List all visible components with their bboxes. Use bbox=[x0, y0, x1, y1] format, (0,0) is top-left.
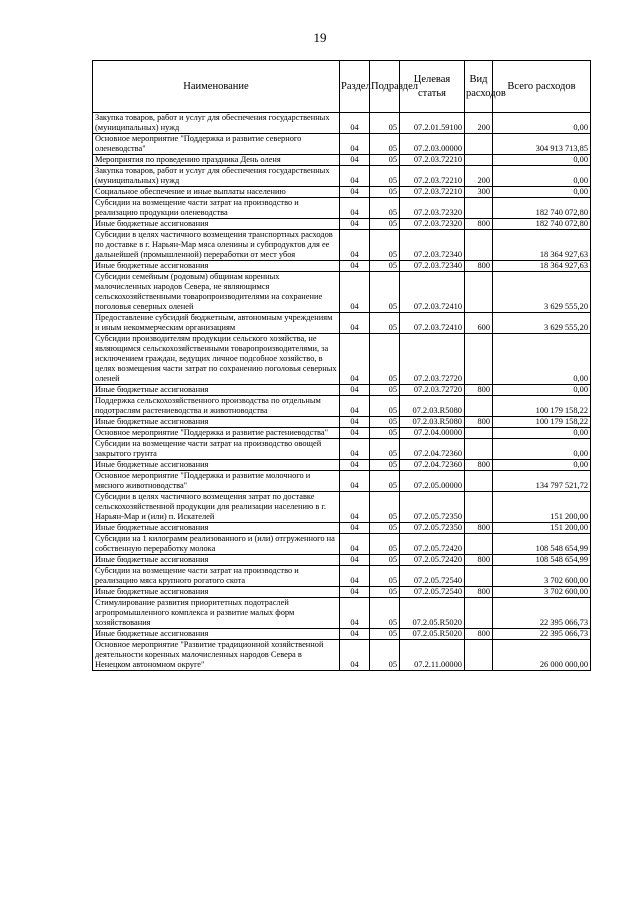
row-vid bbox=[465, 198, 493, 219]
row-vid: 600 bbox=[465, 313, 493, 334]
row-total: 108 548 654,99 bbox=[493, 555, 591, 566]
row-total: 100 179 158,22 bbox=[493, 396, 591, 417]
row-podrazdel: 05 bbox=[370, 155, 400, 166]
row-total: 304 913 713,85 bbox=[493, 134, 591, 155]
table-row bbox=[93, 640, 591, 671]
table-row bbox=[93, 313, 591, 334]
row-podrazdel: 05 bbox=[370, 534, 400, 555]
row-target: 07.2.03.72320 bbox=[400, 219, 465, 230]
row-razdel: 04 bbox=[340, 566, 370, 587]
row-podrazdel: 05 bbox=[370, 555, 400, 566]
row-name: Мероприятия по проведению праздника День оленя bbox=[93, 155, 340, 166]
row-total: 26 000 000,00 bbox=[493, 640, 591, 671]
row-total: 0,00 bbox=[493, 439, 591, 460]
row-podrazdel: 05 bbox=[370, 492, 400, 523]
row-total: 22 395 066,73 bbox=[493, 629, 591, 640]
row-razdel: 04 bbox=[340, 261, 370, 272]
row-total: 151 200,00 bbox=[493, 523, 591, 534]
table-row bbox=[93, 471, 591, 492]
row-target: 07.2.03.72410 bbox=[400, 272, 465, 313]
row-podrazdel: 05 bbox=[370, 166, 400, 187]
row-vid bbox=[465, 439, 493, 460]
header-podrazdel: Подраздел bbox=[370, 61, 400, 113]
row-target: 07.2.03.00000 bbox=[400, 134, 465, 155]
row-target: 07.2.03.72210 bbox=[400, 166, 465, 187]
table-row bbox=[93, 523, 591, 534]
row-target: 07.2.05.R5020 bbox=[400, 629, 465, 640]
row-name: Иные бюджетные ассигнования bbox=[93, 587, 340, 598]
row-name: Стимулирование развития приоритетных подотраслей агропромышленного комплекса и развитие малых форм хозяйствования bbox=[93, 598, 340, 629]
row-name: Основное мероприятие "Поддержка и развитие северного оленеводства" bbox=[93, 134, 340, 155]
row-vid bbox=[465, 334, 493, 385]
row-target: 07.2.04.00000 bbox=[400, 428, 465, 439]
table-row bbox=[93, 587, 591, 598]
row-total: 0,00 bbox=[493, 460, 591, 471]
row-podrazdel: 05 bbox=[370, 334, 400, 385]
row-target: 07.2.05.72350 bbox=[400, 492, 465, 523]
row-total: 0,00 bbox=[493, 187, 591, 198]
row-target: 07.2.03.R5080 bbox=[400, 396, 465, 417]
row-podrazdel: 05 bbox=[370, 219, 400, 230]
table-row bbox=[93, 219, 591, 230]
row-vid bbox=[465, 534, 493, 555]
row-name: Субсидии производителям продукции сельского хозяйства, не являющимся сельскохозяйственными товаропроизводителями, за исключением граждан, ведущих личное подсобное хозяйство, в целях возмещения части затрат по сохранению поголовья северных оленей bbox=[93, 334, 340, 385]
budget-table bbox=[92, 60, 591, 671]
row-vid: 800 bbox=[465, 629, 493, 640]
row-name: Поддержка сельскохозяйственного производства по отдельным подотраслям растениеводства и животноводства bbox=[93, 396, 340, 417]
row-name: Основное мероприятие "Развитие традиционной хозяйственной деятельности коренных малочисленных народов Севера в Ненецком автономном округе" bbox=[93, 640, 340, 671]
table-row bbox=[93, 198, 591, 219]
row-target: 07.2.05.00000 bbox=[400, 471, 465, 492]
row-podrazdel: 05 bbox=[370, 587, 400, 598]
table-row bbox=[93, 166, 591, 187]
row-vid bbox=[465, 155, 493, 166]
row-razdel: 04 bbox=[340, 439, 370, 460]
row-total: 151 200,00 bbox=[493, 492, 591, 523]
row-podrazdel: 05 bbox=[370, 187, 400, 198]
row-total: 100 179 158,22 bbox=[493, 417, 591, 428]
row-target: 07.2.03.72720 bbox=[400, 334, 465, 385]
row-vid: 800 bbox=[465, 523, 493, 534]
row-vid bbox=[465, 471, 493, 492]
row-total: 108 548 654,99 bbox=[493, 534, 591, 555]
row-razdel: 04 bbox=[340, 587, 370, 598]
row-total: 3 629 555,20 bbox=[493, 313, 591, 334]
row-name: Социальное обеспечение и иные выплаты населению bbox=[93, 187, 340, 198]
row-name: Иные бюджетные ассигнования bbox=[93, 385, 340, 396]
row-target: 07.2.01.59100 bbox=[400, 113, 465, 134]
row-total: 0,00 bbox=[493, 428, 591, 439]
row-vid: 800 bbox=[465, 460, 493, 471]
table-row bbox=[93, 261, 591, 272]
row-razdel: 04 bbox=[340, 334, 370, 385]
row-name: Закупка товаров, работ и услуг для обеспечения государственных (муниципальных) нужд bbox=[93, 166, 340, 187]
row-razdel: 04 bbox=[340, 155, 370, 166]
row-razdel: 04 bbox=[340, 471, 370, 492]
table-row bbox=[93, 187, 591, 198]
row-razdel: 04 bbox=[340, 523, 370, 534]
row-vid: 200 bbox=[465, 166, 493, 187]
header-vid: Вид расходов bbox=[465, 61, 493, 113]
page-number: 19 bbox=[313, 30, 327, 45]
row-vid bbox=[465, 566, 493, 587]
row-razdel: 04 bbox=[340, 198, 370, 219]
row-razdel: 04 bbox=[340, 313, 370, 334]
row-razdel: 04 bbox=[340, 555, 370, 566]
row-podrazdel: 05 bbox=[370, 417, 400, 428]
row-target: 07.2.03.72340 bbox=[400, 261, 465, 272]
row-razdel: 04 bbox=[340, 230, 370, 261]
row-podrazdel: 05 bbox=[370, 313, 400, 334]
row-target: 07.2.05.72540 bbox=[400, 587, 465, 598]
table-row bbox=[93, 629, 591, 640]
row-razdel: 04 bbox=[340, 272, 370, 313]
row-name: Иные бюджетные ассигнования bbox=[93, 555, 340, 566]
table-row bbox=[93, 230, 591, 261]
table-row bbox=[93, 272, 591, 313]
table-row bbox=[93, 428, 591, 439]
row-podrazdel: 05 bbox=[370, 396, 400, 417]
row-name: Субсидии в целях частичного возмещения транспортных расходов по доставке в г. Нарьян-Мар мяса оленины и субпродуктов для ее дальнейшей (промышленной) переработки от мест убоя bbox=[93, 230, 340, 261]
row-total: 18 364 927,63 bbox=[493, 261, 591, 272]
row-podrazdel: 05 bbox=[370, 134, 400, 155]
table-row bbox=[93, 334, 591, 385]
row-total: 0,00 bbox=[493, 155, 591, 166]
row-target: 07.2.05.R5020 bbox=[400, 598, 465, 629]
row-total: 0,00 bbox=[493, 385, 591, 396]
table-row bbox=[93, 555, 591, 566]
row-podrazdel: 05 bbox=[370, 198, 400, 219]
row-podrazdel: 05 bbox=[370, 566, 400, 587]
row-vid bbox=[465, 134, 493, 155]
row-target: 07.2.03.72210 bbox=[400, 155, 465, 166]
row-total: 0,00 bbox=[493, 166, 591, 187]
row-razdel: 04 bbox=[340, 385, 370, 396]
row-name: Иные бюджетные ассигнования bbox=[93, 460, 340, 471]
row-total: 3 702 600,00 bbox=[493, 587, 591, 598]
row-razdel: 04 bbox=[340, 598, 370, 629]
row-razdel: 04 bbox=[340, 629, 370, 640]
row-name: Иные бюджетные ассигнования bbox=[93, 523, 340, 534]
row-name: Основное мероприятие "Поддержка и развитие растениеводства" bbox=[93, 428, 340, 439]
row-name: Основное мероприятие "Поддержка и развитие молочного и мясного животноводства" bbox=[93, 471, 340, 492]
row-podrazdel: 05 bbox=[370, 439, 400, 460]
row-total: 0,00 bbox=[493, 334, 591, 385]
row-razdel: 04 bbox=[340, 134, 370, 155]
table-row bbox=[93, 492, 591, 523]
row-name: Субсидии на возмещение части затрат на производство и реализацию мяса крупного рогатого скота bbox=[93, 566, 340, 587]
row-total: 18 364 927,63 bbox=[493, 230, 591, 261]
row-vid: 800 bbox=[465, 555, 493, 566]
table-row bbox=[93, 417, 591, 428]
row-name: Иные бюджетные ассигнования bbox=[93, 219, 340, 230]
row-podrazdel: 05 bbox=[370, 471, 400, 492]
row-target: 07.2.03.72340 bbox=[400, 230, 465, 261]
row-name: Иные бюджетные ассигнования bbox=[93, 261, 340, 272]
row-target: 07.2.03.R5080 bbox=[400, 417, 465, 428]
row-target: 07.2.03.72410 bbox=[400, 313, 465, 334]
table-row bbox=[93, 396, 591, 417]
row-target: 07.2.03.72720 bbox=[400, 385, 465, 396]
row-podrazdel: 05 bbox=[370, 523, 400, 534]
row-vid: 800 bbox=[465, 219, 493, 230]
row-target: 07.2.04.72360 bbox=[400, 439, 465, 460]
table-row bbox=[93, 155, 591, 166]
row-name: Субсидии в целях частичного возмещения затрат по доставке сельскохозяйственной продукции для реализации населению в г. Нарьян-Мар и (или) п. Искателей bbox=[93, 492, 340, 523]
row-vid: 800 bbox=[465, 587, 493, 598]
header-target: Целевая статья bbox=[400, 61, 465, 113]
row-target: 07.2.05.72420 bbox=[400, 534, 465, 555]
row-vid bbox=[465, 640, 493, 671]
row-razdel: 04 bbox=[340, 396, 370, 417]
row-podrazdel: 05 bbox=[370, 385, 400, 396]
row-podrazdel: 05 bbox=[370, 460, 400, 471]
table-row bbox=[93, 439, 591, 460]
table-row bbox=[93, 113, 591, 134]
row-total: 3 629 555,20 bbox=[493, 272, 591, 313]
row-razdel: 04 bbox=[340, 166, 370, 187]
row-podrazdel: 05 bbox=[370, 598, 400, 629]
row-vid: 200 bbox=[465, 113, 493, 134]
header-name: Наименование bbox=[93, 61, 340, 113]
table-row bbox=[93, 598, 591, 629]
row-razdel: 04 bbox=[340, 219, 370, 230]
row-razdel: 04 bbox=[340, 187, 370, 198]
row-name: Предоставление субсидий бюджетным, автономным учреждениям и иным некоммерческим организациям bbox=[93, 313, 340, 334]
row-vid bbox=[465, 230, 493, 261]
row-name: Иные бюджетные ассигнования bbox=[93, 417, 340, 428]
table-row bbox=[93, 460, 591, 471]
row-total: 182 740 072,80 bbox=[493, 198, 591, 219]
row-name: Субсидии семейным (родовым) общинам коренных малочисленных народов Севера, не являющимся сельскохозяйственными товаропроизводителями на сохранение поголовья северных оленей bbox=[93, 272, 340, 313]
row-vid: 800 bbox=[465, 261, 493, 272]
row-razdel: 04 bbox=[340, 534, 370, 555]
row-podrazdel: 05 bbox=[370, 261, 400, 272]
row-target: 07.2.04.72360 bbox=[400, 460, 465, 471]
row-podrazdel: 05 bbox=[370, 640, 400, 671]
row-target: 07.2.11.00000 bbox=[400, 640, 465, 671]
row-razdel: 04 bbox=[340, 460, 370, 471]
table-header-row bbox=[93, 61, 591, 113]
row-target: 07.2.05.72420 bbox=[400, 555, 465, 566]
row-target: 07.2.03.72320 bbox=[400, 198, 465, 219]
row-name: Субсидии на возмещение части затрат на производство овощей закрытого грунта bbox=[93, 439, 340, 460]
row-vid bbox=[465, 598, 493, 629]
row-total: 3 702 600,00 bbox=[493, 566, 591, 587]
row-target: 07.2.05.72350 bbox=[400, 523, 465, 534]
row-name: Субсидии на 1 килограмм реализованного и (или) отгруженного на собственную переработку молока bbox=[93, 534, 340, 555]
row-podrazdel: 05 bbox=[370, 113, 400, 134]
header-total: Всего расходов bbox=[493, 61, 591, 113]
row-name: Закупка товаров, работ и услуг для обеспечения государственных (муниципальных) нужд bbox=[93, 113, 340, 134]
row-vid: 300 bbox=[465, 187, 493, 198]
row-vid: 800 bbox=[465, 385, 493, 396]
row-name: Иные бюджетные ассигнования bbox=[93, 629, 340, 640]
table-row bbox=[93, 566, 591, 587]
row-name: Субсидии на возмещение части затрат на производство и реализацию продукции оленеводства bbox=[93, 198, 340, 219]
table-row bbox=[93, 134, 591, 155]
row-razdel: 04 bbox=[340, 640, 370, 671]
table-row bbox=[93, 385, 591, 396]
row-razdel: 04 bbox=[340, 428, 370, 439]
row-target: 07.2.05.72540 bbox=[400, 566, 465, 587]
row-vid bbox=[465, 272, 493, 313]
row-podrazdel: 05 bbox=[370, 272, 400, 313]
row-podrazdel: 05 bbox=[370, 629, 400, 640]
row-razdel: 04 bbox=[340, 417, 370, 428]
row-total: 0,00 bbox=[493, 113, 591, 134]
table-row bbox=[93, 534, 591, 555]
row-total: 22 395 066,73 bbox=[493, 598, 591, 629]
header-razdel: Раздел bbox=[340, 61, 370, 113]
row-razdel: 04 bbox=[340, 113, 370, 134]
row-vid: 800 bbox=[465, 417, 493, 428]
row-vid bbox=[465, 396, 493, 417]
row-vid bbox=[465, 492, 493, 523]
row-podrazdel: 05 bbox=[370, 230, 400, 261]
row-podrazdel: 05 bbox=[370, 428, 400, 439]
row-vid bbox=[465, 428, 493, 439]
row-total: 182 740 072,80 bbox=[493, 219, 591, 230]
row-razdel: 04 bbox=[340, 492, 370, 523]
row-target: 07.2.03.72210 bbox=[400, 187, 465, 198]
row-total: 134 797 521,72 bbox=[493, 471, 591, 492]
